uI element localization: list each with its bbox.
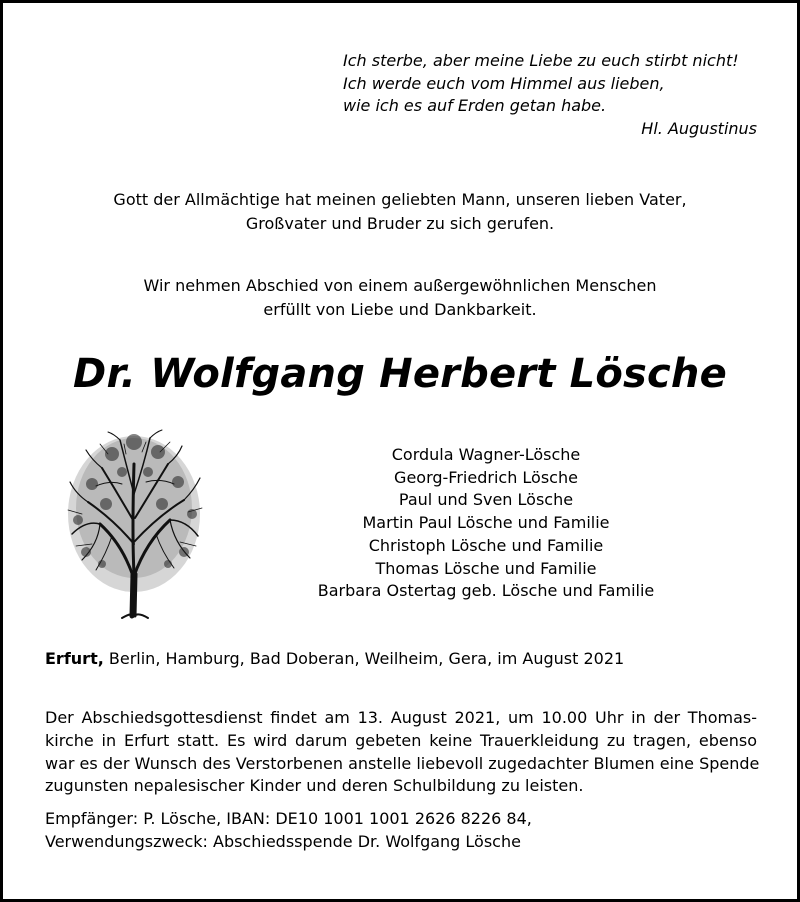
service-line: zugunsten nepalesischer Kinder und deren Schulbildung zu leisten. xyxy=(45,776,584,796)
deceased-name: Dr. Wolfgang Herbert Lösche xyxy=(73,351,727,397)
mourner-name: Cordula Wagner-Lösche xyxy=(391,445,581,464)
main-city: Erfurt, xyxy=(45,649,104,668)
mourner-name: Christoph Lösche und Familie xyxy=(368,535,604,555)
quote-author: Hl. Augustinus xyxy=(641,118,757,138)
announcement-line: Großvater und Bruder zu sich gerufen. xyxy=(245,214,555,233)
announcement-text xyxy=(40,188,760,236)
mourner-name: Barbara Ostertag geb. Lösche und Familie xyxy=(317,581,655,601)
quote-line: wie ich es auf Erden getan habe. xyxy=(343,96,607,115)
quote-line: Ich werde euch vom Himmel aus lieben, xyxy=(343,73,665,93)
quote-line: Ich sterbe, aber meine Liebe zu euch stirbt nicht! xyxy=(343,51,739,70)
announcement-line: Gott der Allmächtige hat meinen geliebten Mann, unseren lieben Vater, xyxy=(113,190,687,209)
mourner-name: Georg-Friedrich Lösche xyxy=(394,467,578,487)
tree-icon xyxy=(62,424,207,620)
donation-purpose: Verwendungszweck: Abschiedsspende Dr. Wolfgang Lösche xyxy=(45,831,521,851)
service-line: Der Abschiedsgottesdienst findet am 13. August 2021, um 10.00 Uhr in der Thomas- xyxy=(45,708,757,727)
donation-details xyxy=(45,808,757,854)
mourner-name: Paul und Sven Lösche xyxy=(398,490,574,510)
mourners-list xyxy=(296,444,676,603)
mourner-name: Thomas Lösche und Familie xyxy=(375,558,597,578)
farewell-line: erfüllt von Liebe und Dankbarkeit. xyxy=(263,300,537,319)
farewell-line: Wir nehmen Abschied von einem außergewöhnlichen Menschen xyxy=(143,276,657,295)
places-and-date-rest: Berlin, Hamburg, Bad Doberan, Weilheim, Gera, im August 2021 xyxy=(103,649,625,668)
donation-recipient: Empfänger: P. Lösche, IBAN: DE10 1001 1001 2626 8226 84, xyxy=(45,809,532,828)
service-notice xyxy=(45,707,760,798)
place-and-date xyxy=(45,647,755,671)
service-line: kirche in Erfurt statt. Es wird darum gebeten keine Trauerkleidung zu tragen, ebenso xyxy=(45,730,757,750)
farewell-text xyxy=(40,274,760,322)
service-line: war es der Wunsch des Verstorbenen anstelle liebevoll zugedachter Blumen eine Spende xyxy=(45,753,760,773)
mourner-name: Martin Paul Lösche und Familie xyxy=(362,513,610,533)
epigraph-quote xyxy=(343,50,763,140)
